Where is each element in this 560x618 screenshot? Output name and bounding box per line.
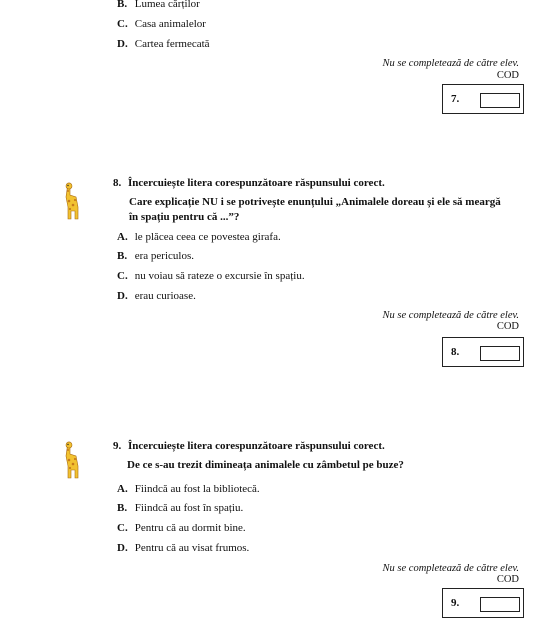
q8-number: 8. <box>113 177 122 189</box>
q8-cod-label: COD <box>496 321 519 332</box>
q8-option-d[interactable] <box>117 290 196 302</box>
q8-question-line2: în spațiu pentru că ...”? <box>129 211 240 223</box>
q7-option-b[interactable] <box>117 0 200 10</box>
option-text: era periculos. <box>134 250 194 262</box>
q9-option-a[interactable] <box>117 483 260 495</box>
q7-option-c[interactable] <box>117 18 206 30</box>
giraffe-icon <box>62 181 84 221</box>
q9-instruction: Încercuiește litera corespunzătoare răspunsului corect. <box>128 440 385 452</box>
option-letter: D. <box>117 290 128 302</box>
option-text: Lumea cărților <box>134 0 200 10</box>
option-letter: D. <box>117 542 128 554</box>
option-text: Pentru că au dormit bine. <box>134 522 246 534</box>
option-letter: D. <box>117 38 128 50</box>
option-text: Fiindcă au fost în spațiu. <box>134 502 244 514</box>
option-letter: B. <box>117 250 128 262</box>
code-input-box[interactable] <box>480 93 520 108</box>
option-letter: C. <box>117 522 128 534</box>
option-letter: A. <box>117 231 128 243</box>
q7-option-d[interactable] <box>117 38 210 50</box>
code-input-box[interactable] <box>480 597 520 612</box>
q8-option-b[interactable] <box>117 250 194 262</box>
option-text: Cartea fermecată <box>134 38 210 50</box>
q8-option-a[interactable] <box>117 231 281 243</box>
option-letter: A. <box>117 483 128 495</box>
code-box-number: 9. <box>451 597 460 609</box>
option-letter: B. <box>117 502 128 514</box>
code-box-number: 8. <box>451 346 460 358</box>
q9-question: De ce s-au trezit dimineața animalele cu zâmbetul pe buze? <box>127 459 404 471</box>
q9-code-box <box>442 588 524 618</box>
q8-note: Nu se completează de către elev. <box>382 310 519 321</box>
option-text: Pentru că au visat frumos. <box>134 542 250 554</box>
option-text: Fiindcă au fost la bibliotecă. <box>134 483 260 495</box>
option-text: nu voiau să rateze o excursie în spațiu. <box>134 270 305 282</box>
option-letter: C. <box>117 270 128 282</box>
q9-option-c[interactable] <box>117 522 246 534</box>
option-letter: B. <box>117 0 128 10</box>
q9-number: 9. <box>113 440 122 452</box>
code-box-number: 7. <box>451 93 460 105</box>
code-input-box[interactable] <box>480 346 520 361</box>
q7-cod-label: COD <box>496 70 519 81</box>
q7-code-box <box>442 84 524 114</box>
q9-option-b[interactable] <box>117 502 243 514</box>
option-letter: C. <box>117 18 128 30</box>
option-text: le plăcea ceea ce povestea girafa. <box>134 231 281 243</box>
q9-note: Nu se completează de către elev. <box>382 563 519 574</box>
q8-question-line1: Care explicație NU i se potrivește enunțului „Animalele doreau și ele să meargă <box>129 196 501 208</box>
q9-cod-label: COD <box>496 574 519 585</box>
giraffe-icon <box>62 440 84 480</box>
q8-instruction: Încercuiește litera corespunzătoare răspunsului corect. <box>128 177 385 189</box>
option-text: Casa animalelor <box>134 18 206 30</box>
q7-note: Nu se completează de către elev. <box>382 58 519 69</box>
option-text: erau curioase. <box>134 290 196 302</box>
q9-option-d[interactable] <box>117 542 249 554</box>
q8-option-c[interactable] <box>117 270 305 282</box>
q8-code-box <box>442 337 524 367</box>
